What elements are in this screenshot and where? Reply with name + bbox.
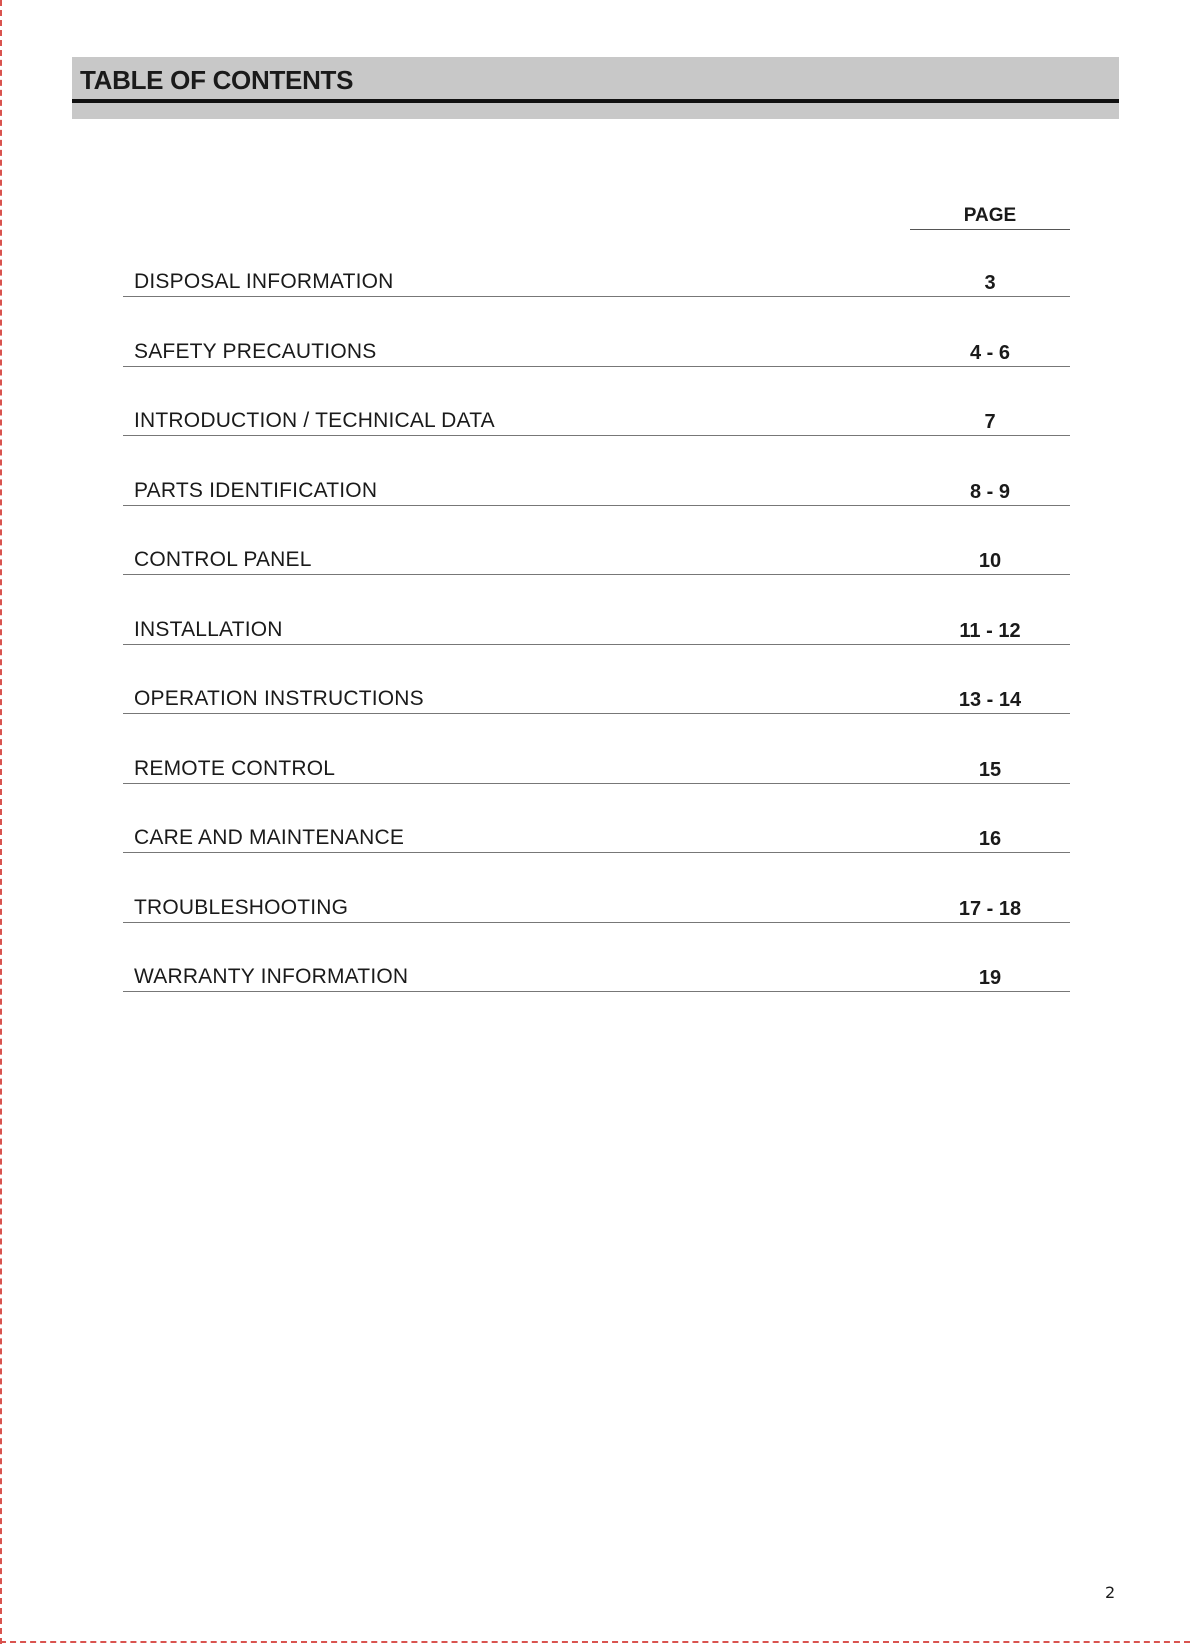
toc-entry-rule: [123, 957, 1070, 992]
toc-entry-page: 16: [978, 828, 1002, 850]
toc-entry-label: WARRANTY INFORMATION: [134, 965, 409, 988]
toc-entry-page: 17 - 18: [958, 897, 1022, 920]
toc-entry-rule: [123, 818, 1070, 853]
toc-entry-rule: [123, 888, 1070, 923]
toc-entry-rule: [123, 471, 1070, 506]
toc-entry-page: 10: [978, 550, 1002, 572]
toc-entry-troubleshooting[interactable]: [123, 888, 1070, 958]
toc-entry-page: 11 - 12: [959, 619, 1021, 642]
page-number: 2: [1105, 1583, 1116, 1602]
toc-entry-rule: [123, 749, 1070, 784]
toc-entry-page: 3: [984, 272, 996, 294]
toc-entry-rule: [123, 610, 1070, 645]
toc-entry-label: REMOTE CONTROL: [134, 756, 336, 780]
toc-entry-rule: [123, 401, 1070, 436]
toc-entry-rule: [123, 332, 1070, 367]
toc-entry-safety-precautions[interactable]: [123, 332, 1070, 402]
page-column-header: PAGE: [910, 203, 1070, 230]
toc-entry-parts-identification[interactable]: [123, 471, 1070, 541]
title-underline: [72, 99, 1119, 103]
toc-entry-label: DISPOSAL INFORMATION: [134, 270, 394, 293]
toc-entry-remote-control[interactable]: [123, 749, 1070, 819]
toc-entry-rule: [123, 679, 1070, 714]
toc-entry-warranty-information[interactable]: [123, 957, 1070, 1027]
toc-entry-rule: [123, 262, 1070, 297]
toc-entry-label: PARTS IDENTIFICATION: [134, 478, 378, 502]
toc-entry-page: 8 - 9: [969, 480, 1011, 503]
toc-list: [123, 262, 1070, 1027]
toc-entry-page: 4 - 6: [969, 341, 1011, 364]
toc-entry-label: OPERATION INSTRUCTIONS: [134, 687, 424, 710]
toc-entry-control-panel[interactable]: [123, 540, 1070, 610]
toc-entry-label: TROUBLESHOOTING: [134, 895, 349, 919]
title-banner: [72, 57, 1119, 119]
toc-entry-page: 19: [978, 967, 1002, 989]
toc-entry-installation[interactable]: [123, 610, 1070, 680]
toc-entry-page: 15: [978, 758, 1002, 781]
toc-entry-disposal-information[interactable]: [123, 262, 1070, 332]
toc-entry-rule: [123, 540, 1070, 575]
cut-line-bottom: [0, 1641, 1190, 1643]
toc-entry-operation-instructions[interactable]: [123, 679, 1070, 749]
toc-entry-page: 13 - 14: [958, 689, 1022, 711]
toc-entry-label: INSTALLATION: [134, 617, 283, 641]
toc-entry-label: CARE AND MAINTENANCE: [134, 826, 405, 849]
toc-entry-label: SAFETY PRECAUTIONS: [134, 339, 377, 363]
page-title: TABLE OF CONTENTS: [80, 65, 354, 95]
toc-entry-label: INTRODUCTION / TECHNICAL DATA: [134, 409, 495, 432]
toc-entry-label: CONTROL PANEL: [134, 548, 312, 571]
toc-entry-page: 7: [984, 411, 996, 433]
toc-entry-introduction-technical-data[interactable]: [123, 401, 1070, 471]
cut-line-left: [0, 0, 2, 1644]
toc-entry-care-and-maintenance[interactable]: [123, 818, 1070, 888]
